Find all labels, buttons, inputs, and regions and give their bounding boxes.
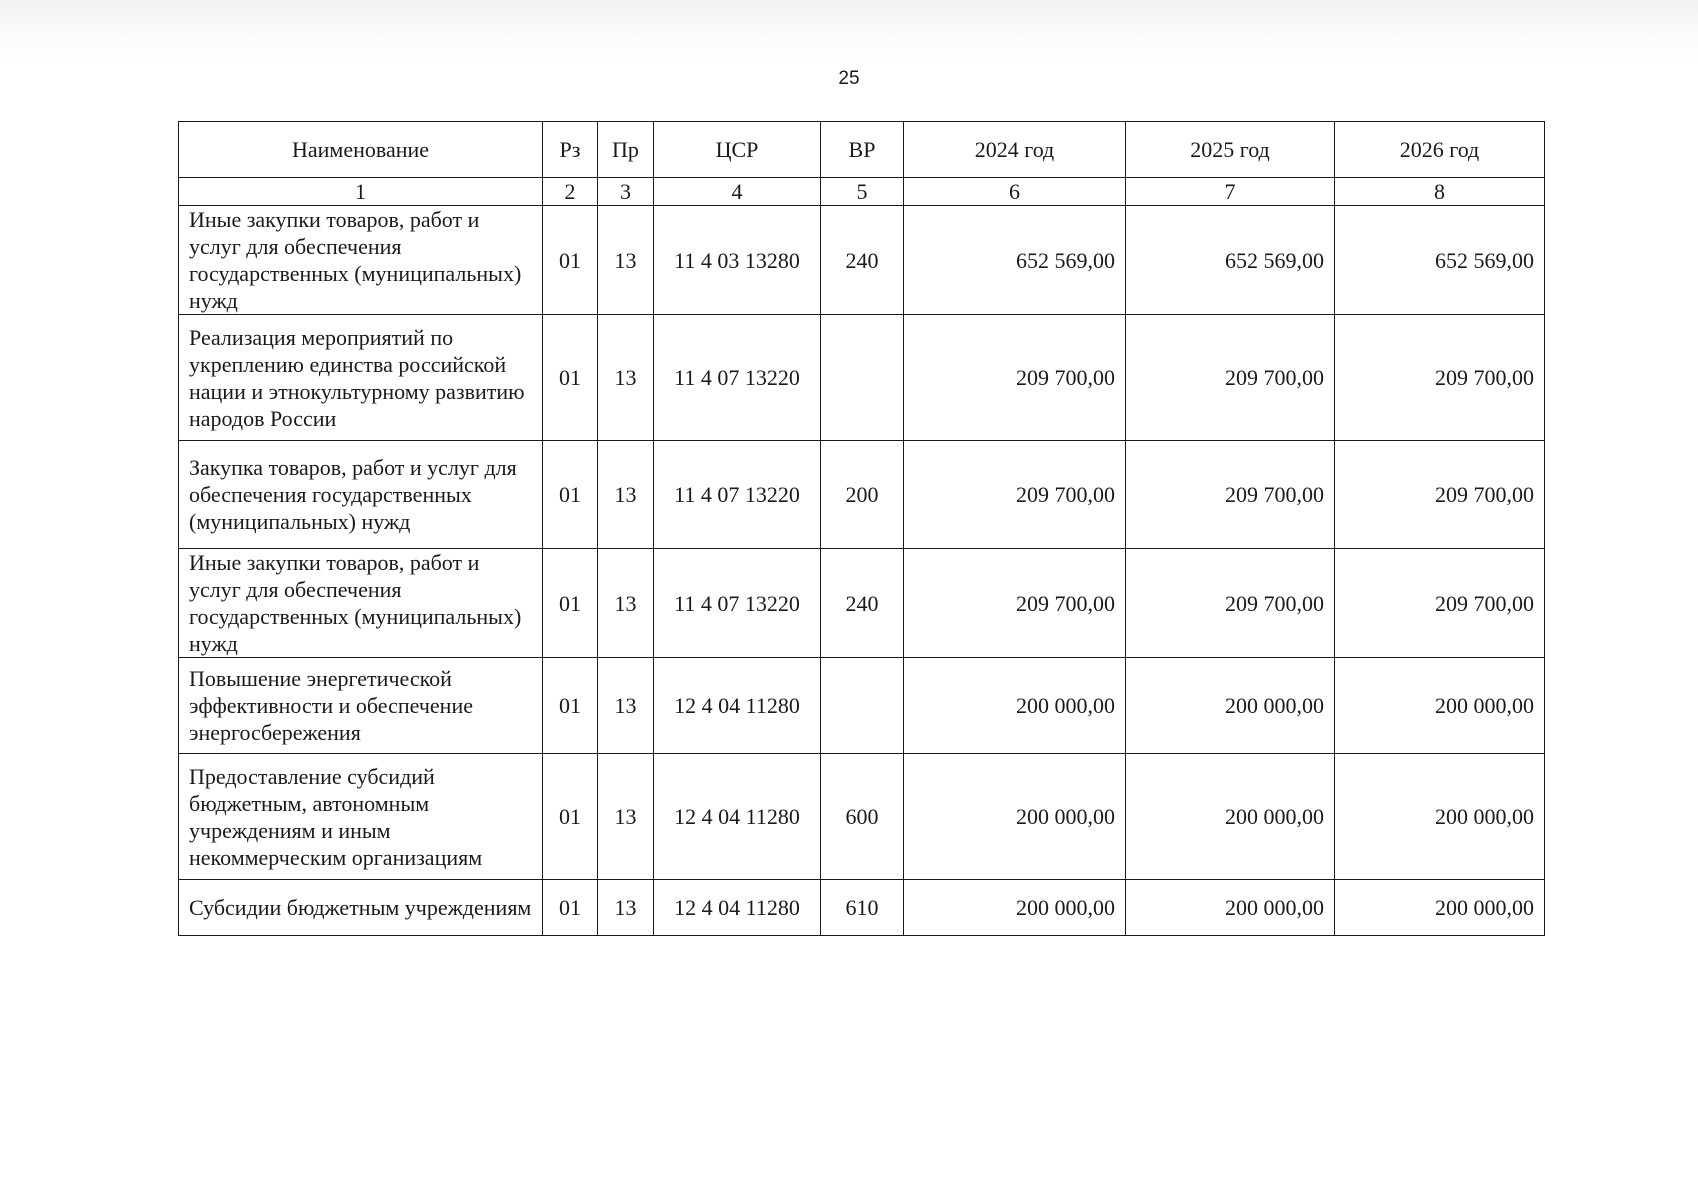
row-csr: 11 4 07 13220 — [654, 549, 821, 658]
column-number: 3 — [598, 178, 654, 206]
row-vr — [821, 658, 904, 754]
column-number: 5 — [821, 178, 904, 206]
row-name: Иные закупки товаров, работ и услуг для обеспечения государственных (муниципальных) нужд — [179, 549, 543, 658]
row-vr: 600 — [821, 754, 904, 880]
scan-top-shading — [0, 0, 1698, 60]
column-number: 6 — [904, 178, 1126, 206]
table-row — [179, 754, 1545, 880]
row-amount-2026: 209 700,00 — [1335, 549, 1545, 658]
header-row — [179, 122, 1545, 178]
header-name: Наименование — [179, 122, 543, 178]
row-rz: 01 — [543, 880, 598, 936]
row-amount-2024: 200 000,00 — [904, 880, 1126, 936]
row-rz: 01 — [543, 658, 598, 754]
page-number: 25 — [838, 68, 860, 89]
column-number: 1 — [179, 178, 543, 206]
table-row — [179, 549, 1545, 658]
row-amount-2024: 200 000,00 — [904, 754, 1126, 880]
row-amount-2024: 209 700,00 — [904, 549, 1126, 658]
header-2025: 2025 год — [1126, 122, 1335, 178]
budget-table — [178, 121, 1545, 936]
table-row — [179, 206, 1545, 315]
header-rz: Рз — [543, 122, 598, 178]
row-csr: 11 4 03 13280 — [654, 206, 821, 315]
column-number: 4 — [654, 178, 821, 206]
row-amount-2025: 652 569,00 — [1126, 206, 1335, 315]
row-amount-2024: 209 700,00 — [904, 441, 1126, 549]
row-name: Иные закупки товаров, работ и услуг для обеспечения государственных (муниципальных) нужд — [179, 206, 543, 315]
row-amount-2025: 200 000,00 — [1126, 754, 1335, 880]
header-vr: ВР — [821, 122, 904, 178]
row-name: Предоставление субсидий бюджетным, автономным учреждениям и иным некоммерческим организациям — [179, 754, 543, 880]
row-vr: 240 — [821, 549, 904, 658]
table-row — [179, 880, 1545, 936]
row-vr: 200 — [821, 441, 904, 549]
row-csr: 12 4 04 11280 — [654, 880, 821, 936]
column-number: 2 — [543, 178, 598, 206]
row-rz: 01 — [543, 315, 598, 441]
row-pr: 13 — [598, 441, 654, 549]
header-pr: Пр — [598, 122, 654, 178]
row-amount-2025: 200 000,00 — [1126, 880, 1335, 936]
column-number: 7 — [1126, 178, 1335, 206]
row-amount-2024: 652 569,00 — [904, 206, 1126, 315]
row-csr: 11 4 07 13220 — [654, 441, 821, 549]
table-row — [179, 441, 1545, 549]
row-name: Закупка товаров, работ и услуг для обеспечения государственных (муниципальных) нужд — [179, 441, 543, 549]
row-amount-2025: 200 000,00 — [1126, 658, 1335, 754]
header-2026: 2026 год — [1335, 122, 1545, 178]
row-amount-2026: 200 000,00 — [1335, 754, 1545, 880]
row-csr: 12 4 04 11280 — [654, 754, 821, 880]
row-amount-2026: 200 000,00 — [1335, 880, 1545, 936]
column-number-row — [179, 178, 1545, 206]
row-rz: 01 — [543, 206, 598, 315]
row-csr: 12 4 04 11280 — [654, 658, 821, 754]
row-pr: 13 — [598, 880, 654, 936]
row-amount-2025: 209 700,00 — [1126, 315, 1335, 441]
row-pr: 13 — [598, 549, 654, 658]
row-amount-2026: 209 700,00 — [1335, 441, 1545, 549]
row-name: Повышение энергетической эффективности и обеспечение энергосбережения — [179, 658, 543, 754]
row-vr — [821, 315, 904, 441]
row-amount-2025: 209 700,00 — [1126, 441, 1335, 549]
row-name: Реализация мероприятий по укреплению единства российской нации и этнокультурному развитию народов России — [179, 315, 543, 441]
header-2024: 2024 год — [904, 122, 1126, 178]
row-rz: 01 — [543, 754, 598, 880]
row-amount-2026: 200 000,00 — [1335, 658, 1545, 754]
row-pr: 13 — [598, 315, 654, 441]
header-csr: ЦСР — [654, 122, 821, 178]
table-row — [179, 658, 1545, 754]
column-number: 8 — [1335, 178, 1545, 206]
row-pr: 13 — [598, 206, 654, 315]
row-pr: 13 — [598, 754, 654, 880]
row-amount-2024: 209 700,00 — [904, 315, 1126, 441]
row-pr: 13 — [598, 658, 654, 754]
row-csr: 11 4 07 13220 — [654, 315, 821, 441]
row-amount-2025: 209 700,00 — [1126, 549, 1335, 658]
row-amount-2026: 209 700,00 — [1335, 315, 1545, 441]
row-vr: 610 — [821, 880, 904, 936]
row-vr: 240 — [821, 206, 904, 315]
table-row — [179, 315, 1545, 441]
row-amount-2024: 200 000,00 — [904, 658, 1126, 754]
row-amount-2026: 652 569,00 — [1335, 206, 1545, 315]
row-rz: 01 — [543, 441, 598, 549]
row-name: Субсидии бюджетным учреждениям — [179, 880, 543, 936]
row-rz: 01 — [543, 549, 598, 658]
